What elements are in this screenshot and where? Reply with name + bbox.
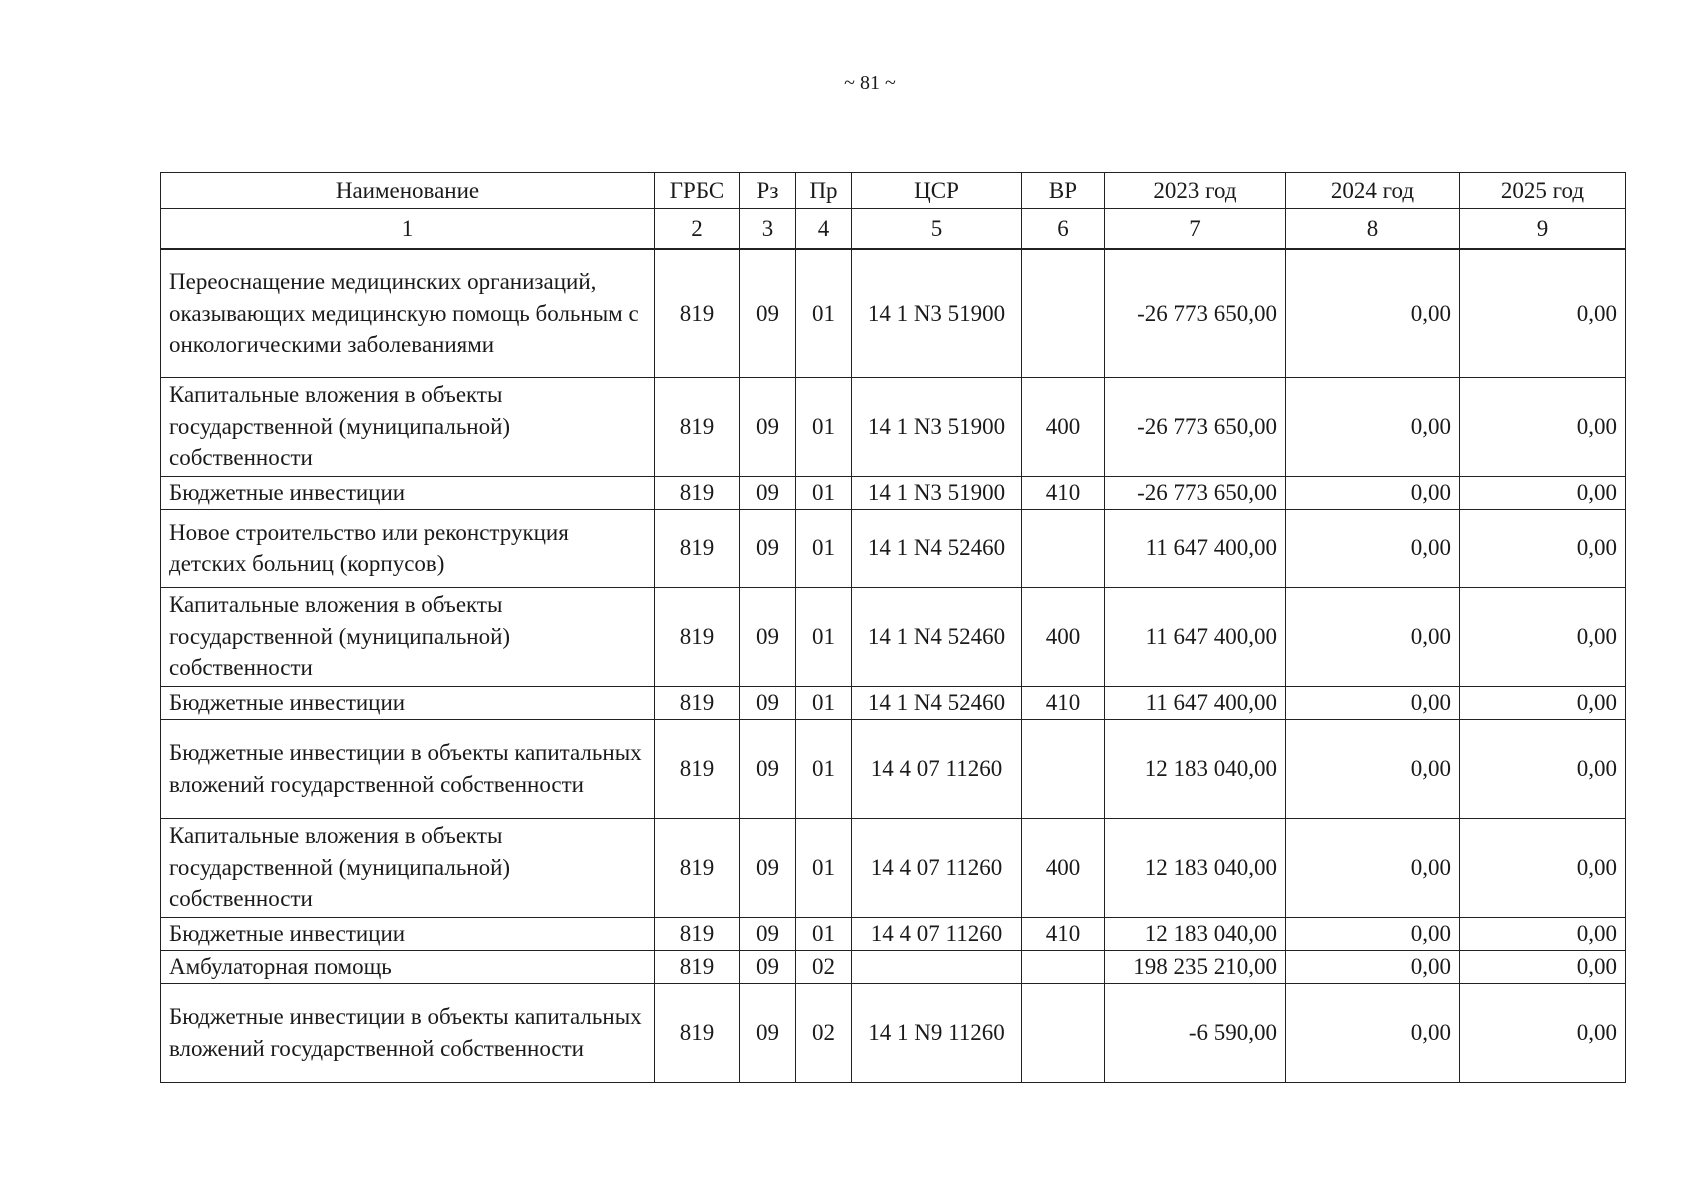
table-row (161, 950, 1626, 983)
row-2023: -26 773 650,00 (1105, 377, 1286, 476)
header-csr: ЦСР (852, 173, 1022, 209)
column-number: 8 (1286, 209, 1460, 250)
row-2024: 0,00 (1286, 377, 1460, 476)
row-2023: 12 183 040,00 (1105, 917, 1286, 950)
row-vr: 400 (1022, 587, 1105, 686)
header-pr: Пр (796, 173, 852, 209)
row-2025: 0,00 (1460, 476, 1626, 509)
column-number: 1 (161, 209, 655, 250)
row-csr: 14 1 N4 52460 (852, 686, 1022, 719)
row-rz: 09 (740, 509, 796, 587)
row-vr: 410 (1022, 917, 1105, 950)
row-2025: 0,00 (1460, 917, 1626, 950)
row-rz: 09 (740, 476, 796, 509)
row-2025: 0,00 (1460, 686, 1626, 719)
row-grbs: 819 (655, 950, 740, 983)
row-pr: 02 (796, 950, 852, 983)
row-grbs: 819 (655, 587, 740, 686)
row-vr (1022, 249, 1105, 377)
table-row (161, 587, 1626, 686)
row-grbs: 819 (655, 509, 740, 587)
row-csr: 14 1 N4 52460 (852, 509, 1022, 587)
table-row (161, 983, 1626, 1082)
row-2024: 0,00 (1286, 818, 1460, 917)
row-csr: 14 1 N3 51900 (852, 476, 1022, 509)
row-2024: 0,00 (1286, 719, 1460, 818)
row-pr: 01 (796, 917, 852, 950)
row-2023: 12 183 040,00 (1105, 719, 1286, 818)
column-number: 6 (1022, 209, 1105, 250)
row-csr: 14 1 N3 51900 (852, 377, 1022, 476)
row-pr: 01 (796, 476, 852, 509)
row-rz: 09 (740, 917, 796, 950)
row-pr: 01 (796, 587, 852, 686)
page-number: ~ 81 ~ (844, 72, 896, 94)
row-2023: 11 647 400,00 (1105, 686, 1286, 719)
header-vr: ВР (1022, 173, 1105, 209)
row-pr: 01 (796, 818, 852, 917)
column-number: 2 (655, 209, 740, 250)
row-rz: 09 (740, 950, 796, 983)
row-pr: 01 (796, 686, 852, 719)
header-2024: 2024 год (1286, 173, 1460, 209)
row-vr: 410 (1022, 686, 1105, 719)
row-grbs: 819 (655, 476, 740, 509)
row-csr (852, 950, 1022, 983)
row-pr: 02 (796, 983, 852, 1082)
header-grbs: ГРБС (655, 173, 740, 209)
row-csr: 14 4 07 11260 (852, 818, 1022, 917)
row-2025: 0,00 (1460, 587, 1626, 686)
header-2025: 2025 год (1460, 173, 1626, 209)
row-rz: 09 (740, 818, 796, 917)
row-vr: 400 (1022, 377, 1105, 476)
table-row (161, 476, 1626, 509)
row-grbs: 819 (655, 818, 740, 917)
row-vr (1022, 509, 1105, 587)
table-row (161, 377, 1626, 476)
header-name: Наименование (161, 173, 655, 209)
row-2025: 0,00 (1460, 249, 1626, 377)
row-2023: -26 773 650,00 (1105, 249, 1286, 377)
row-2024: 0,00 (1286, 686, 1460, 719)
column-number-row (161, 209, 1626, 250)
row-name: Бюджетные инвестиции (161, 476, 655, 509)
row-csr: 14 4 07 11260 (852, 719, 1022, 818)
row-2023: -26 773 650,00 (1105, 476, 1286, 509)
row-2023: 11 647 400,00 (1105, 587, 1286, 686)
row-rz: 09 (740, 587, 796, 686)
table-row (161, 509, 1626, 587)
row-name: Новое строительство или реконструкция детских больниц (корпусов) (161, 509, 655, 587)
row-name: Бюджетные инвестиции (161, 917, 655, 950)
column-number: 9 (1460, 209, 1626, 250)
row-grbs: 819 (655, 719, 740, 818)
row-2023: 198 235 210,00 (1105, 950, 1286, 983)
row-rz: 09 (740, 686, 796, 719)
row-grbs: 819 (655, 249, 740, 377)
row-pr: 01 (796, 719, 852, 818)
row-rz: 09 (740, 719, 796, 818)
row-pr: 01 (796, 509, 852, 587)
row-name: Бюджетные инвестиции (161, 686, 655, 719)
table-row (161, 818, 1626, 917)
budget-table (160, 172, 1626, 1083)
row-2025: 0,00 (1460, 983, 1626, 1082)
row-rz: 09 (740, 249, 796, 377)
row-2025: 0,00 (1460, 950, 1626, 983)
row-grbs: 819 (655, 377, 740, 476)
row-name: Капитальные вложения в объекты государственной (муниципальной) собственности (161, 377, 655, 476)
row-name: Капитальные вложения в объекты государственной (муниципальной) собственности (161, 587, 655, 686)
row-name: Капитальные вложения в объекты государственной (муниципальной) собственности (161, 818, 655, 917)
header-rz: Рз (740, 173, 796, 209)
row-2024: 0,00 (1286, 509, 1460, 587)
row-2025: 0,00 (1460, 818, 1626, 917)
column-number: 4 (796, 209, 852, 250)
row-vr: 410 (1022, 476, 1105, 509)
row-vr: 400 (1022, 818, 1105, 917)
row-grbs: 819 (655, 983, 740, 1082)
table-row (161, 719, 1626, 818)
header-2023: 2023 год (1105, 173, 1286, 209)
row-2024: 0,00 (1286, 476, 1460, 509)
row-csr: 14 1 N3 51900 (852, 249, 1022, 377)
table-row (161, 249, 1626, 377)
row-csr: 14 1 N9 11260 (852, 983, 1022, 1082)
row-2023: 12 183 040,00 (1105, 818, 1286, 917)
row-grbs: 819 (655, 917, 740, 950)
row-rz: 09 (740, 983, 796, 1082)
row-2024: 0,00 (1286, 950, 1460, 983)
row-name: Бюджетные инвестиции в объекты капитальных вложений государственной собственности (161, 983, 655, 1082)
row-2024: 0,00 (1286, 917, 1460, 950)
row-2023: 11 647 400,00 (1105, 509, 1286, 587)
row-2023: -6 590,00 (1105, 983, 1286, 1082)
row-2025: 0,00 (1460, 719, 1626, 818)
row-pr: 01 (796, 249, 852, 377)
row-name: Амбулаторная помощь (161, 950, 655, 983)
row-name: Бюджетные инвестиции в объекты капитальных вложений государственной собственности (161, 719, 655, 818)
header-row (161, 173, 1626, 209)
column-number: 7 (1105, 209, 1286, 250)
row-grbs: 819 (655, 686, 740, 719)
row-vr (1022, 719, 1105, 818)
table-row (161, 917, 1626, 950)
table-row (161, 686, 1626, 719)
row-csr: 14 1 N4 52460 (852, 587, 1022, 686)
row-2025: 0,00 (1460, 377, 1626, 476)
row-rz: 09 (740, 377, 796, 476)
row-pr: 01 (796, 377, 852, 476)
row-name: Переоснащение медицинских организаций, оказывающих медицинскую помощь больным с онкологическими заболеваниями (161, 249, 655, 377)
row-vr (1022, 950, 1105, 983)
row-2024: 0,00 (1286, 983, 1460, 1082)
row-vr (1022, 983, 1105, 1082)
row-csr: 14 4 07 11260 (852, 917, 1022, 950)
row-2024: 0,00 (1286, 587, 1460, 686)
row-2024: 0,00 (1286, 249, 1460, 377)
row-2025: 0,00 (1460, 509, 1626, 587)
column-number: 5 (852, 209, 1022, 250)
column-number: 3 (740, 209, 796, 250)
